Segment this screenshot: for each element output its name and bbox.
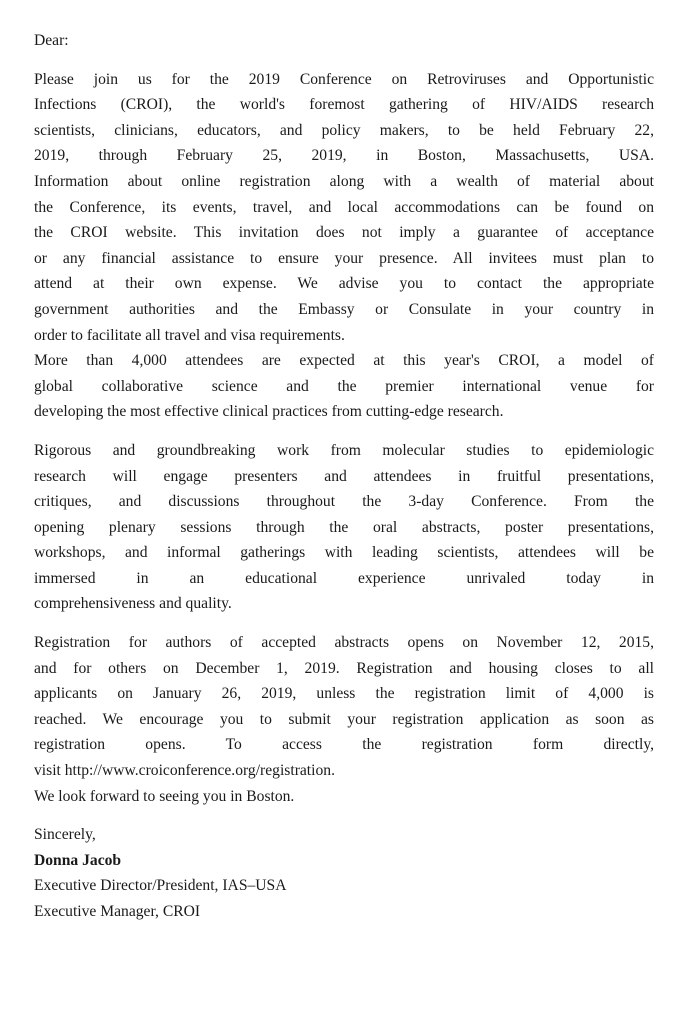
text-line: Information about online registration along with a wealth of material about [34,172,654,190]
paragraph-attendees [34,348,654,425]
paragraph-registration [34,630,654,784]
text-line: government authorities and the Embassy or Consulate in your country in [34,300,654,318]
closing: Sincerely, [34,826,96,844]
paragraph-research [34,438,654,617]
text-line: scientists, clinicians, educators, and policy makers, to be held February 22, [34,121,654,139]
text-line: opening plenary sessions through the oral abstracts, poster presentations, [34,518,654,536]
spacer [34,425,654,438]
signer-title: Executive Director/President, IAS–USA [34,877,287,895]
text-line: 2019, through February 25, 2019, in Boston, Massachusetts, USA. [34,147,654,165]
text-line: reached. We encourage you to submit your registration application as soon as [34,710,654,728]
text-line: research will engage presenters and attendees in fruitful presentations, [34,467,654,485]
spacer [34,617,654,630]
spacer [34,809,654,822]
paragraph-invitation [34,67,654,349]
text-line: critiques, and discussions throughout the 3-day Conference. From the [34,493,654,511]
text-line: workshops, and informal gatherings with leading scientists, attendees will be [34,544,654,562]
text-line: attend at their own expense. We advise you to contact the appropriate [34,275,654,293]
text-line: developing the most effective clinical practices from cutting-edge research. [34,403,504,421]
text-line: the Conference, its events, travel, and local accommodations can be found on [34,198,654,216]
text-line: the CROI website. This invitation does not imply a guarantee of acceptance [34,224,654,242]
text-line: Registration for authors of accepted abstracts opens on November 12, 2015, [34,634,654,652]
spacer [34,54,654,67]
text-line: Infections (CROI), the world's foremost gathering of HIV/AIDS research [34,96,654,114]
closing-paragraph: We look forward to seeing you in Boston. [34,787,295,805]
text-line: Please join us for the 2019 Conference on Retroviruses and Opportunistic [34,70,654,88]
text-line: and for others on December 1, 2019. Registration and housing closes to all [34,659,654,677]
text-line: applicants on January 26, 2019, unless the registration limit of 4,000 is [34,685,654,703]
text-line: order to facilitate all travel and visa requirements. [34,326,345,344]
text-line: immersed in an educational experience unrivaled today in [34,569,654,587]
text-line: registration opens. To access the registration form directly, [34,736,654,754]
text-line: global collaborative science and the premier international venue for [34,377,654,395]
text-line: or any financial assistance to ensure your presence. All invitees must plan to [34,249,654,267]
text-line: More than 4,000 attendees are expected at this year's CROI, a model of [34,352,654,370]
text-line: Rigorous and groundbreaking work from molecular studies to epidemiologic [34,441,654,459]
text-line: comprehensiveness and quality. [34,595,232,613]
signer-name: Donna Jacob [34,851,122,869]
registration-url-line: visit http://www.croiconference.org/registration. [34,762,335,780]
signer-title: Executive Manager, CROI [34,903,201,920]
salutation: Dear: [34,32,69,49]
